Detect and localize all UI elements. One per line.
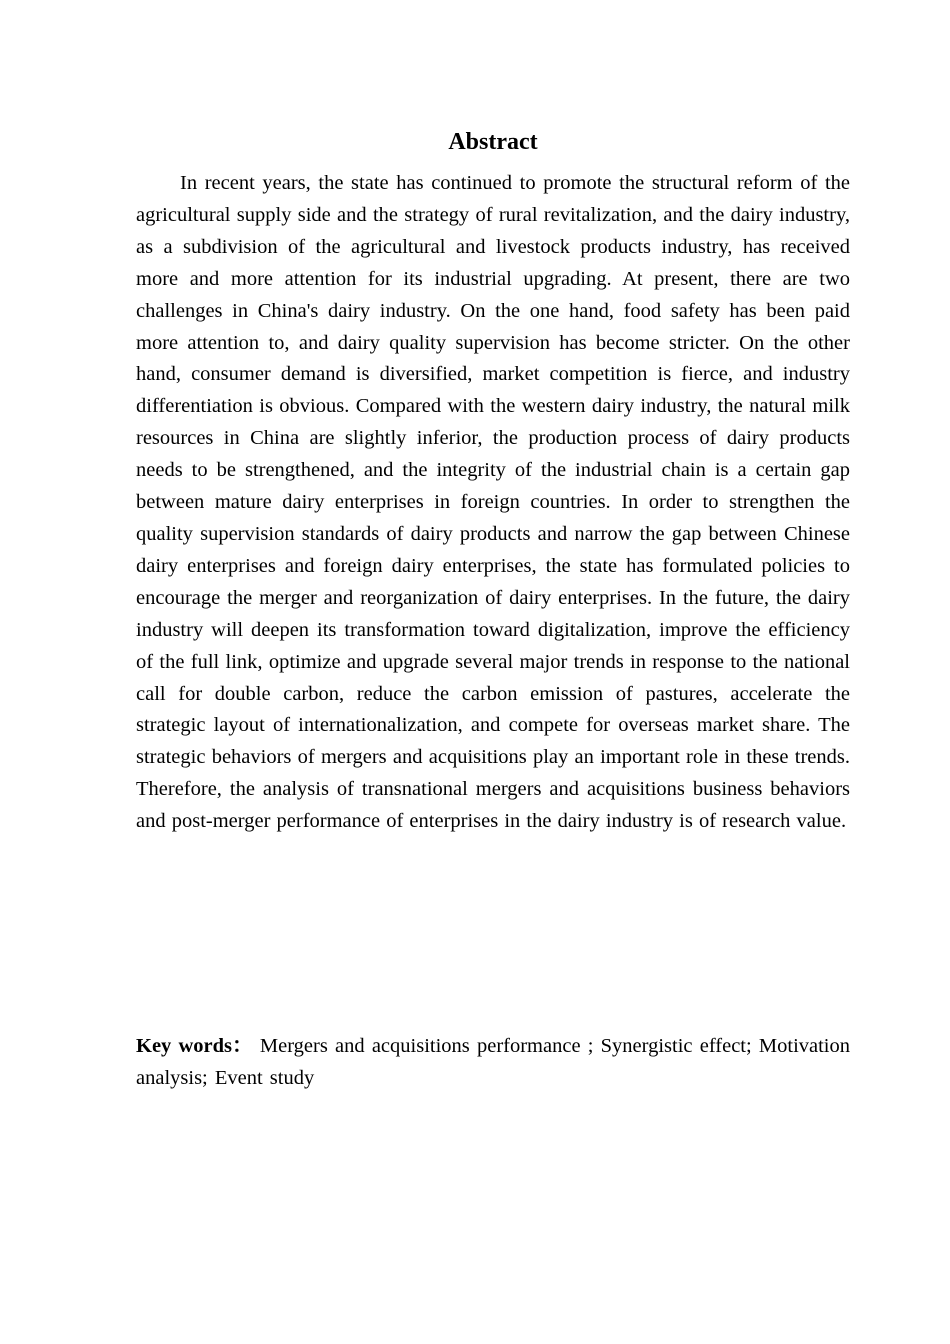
abstract-title: Abstract bbox=[448, 129, 538, 155]
abstract-paragraph: In recent years, the state has continued to promote the structural reform of the agricultural supply side and the strategy of rural revitalization, and the dairy industry, as a subdivision of the agricultural and livestock products industry, has received more and more attention for its industrial upgrading. At present, there are two challenges in China's dairy industry. On the one hand, food safety has been paid more attention to, and dairy quality supervision has become stricter. On the other hand, consumer demand is diversified, market competition is fierce, and industry differentiation is obvious. Compared with the western dairy industry, the natural milk resources in China are slightly inferior, the production process of dairy products needs to be strengthened, and the integrity of the industrial chain is a certain gap between mature dairy enterprises in foreign countries. In order to strengthen the quality supervision standards of dairy products and narrow the gap between Chinese dairy enterprises and foreign dairy enterprises, the state has formulated policies to encourage the merger and reorganization of dairy enterprises. In the future, the dairy industry will deepen its transformation toward digitalization, improve the efficiency of the full link, optimize and upgrade several major trends in response to the national call for double carbon, reduce the carbon emission of pastures, accelerate the strategic layout of internationalization, and compete for overseas market share. The strategic behaviors of mergers and acquisitions play an important role in these trends. Therefore, the analysis of transnational mergers and acquisitions business behaviors and post-merger performance of enterprises in the dairy industry is of research value. bbox=[136, 172, 850, 833]
keywords-label: Key words： bbox=[136, 1035, 253, 1057]
keywords-text: Mergers and acquisitions performance ; Synergistic effect; Motivation analysis; Event study bbox=[136, 1035, 850, 1089]
keywords-line bbox=[136, 1031, 850, 1095]
